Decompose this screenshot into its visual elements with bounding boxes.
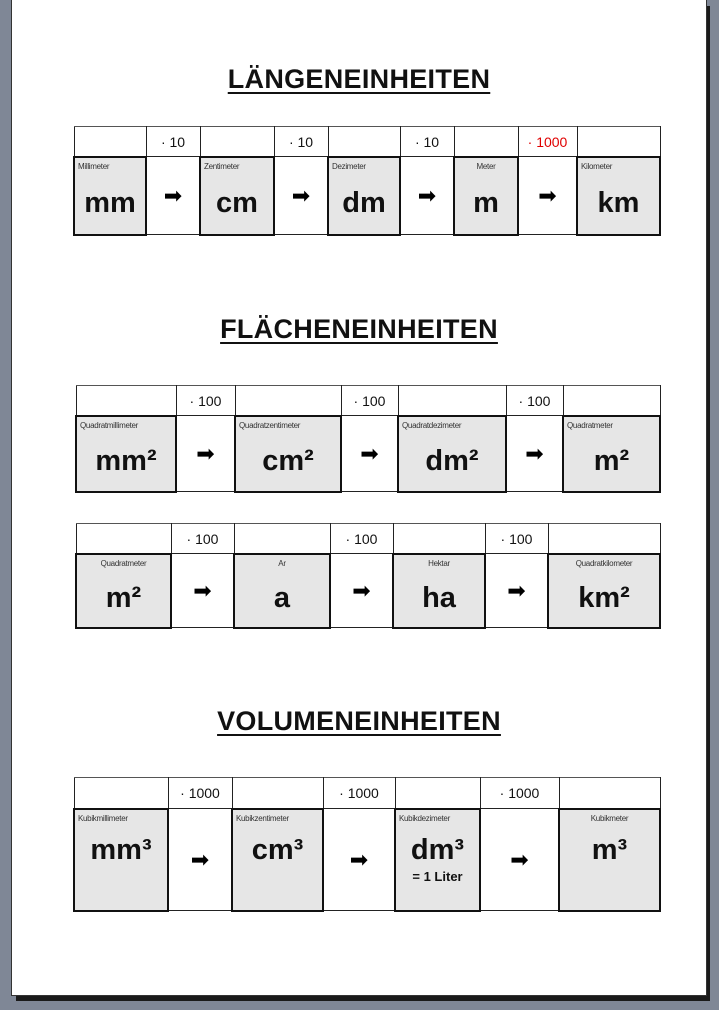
unit-name: Dezimeter	[332, 161, 366, 171]
blank-cell	[76, 524, 171, 554]
blank-cell	[76, 386, 176, 416]
blank-cell	[328, 127, 400, 157]
unit-cell-km	[577, 157, 660, 235]
unit-name: Kubikdezimeter	[399, 813, 450, 823]
blank-cell	[563, 386, 660, 416]
heading-laengeneinheiten: LÄNGENEINHEITEN	[227, 64, 491, 94]
factor-label: · 100	[506, 386, 563, 416]
unit-name: Kubikmeter	[590, 813, 629, 823]
unit-symbol: dm³	[410, 833, 465, 866]
blank-cell	[74, 127, 146, 157]
unit-name: Quadratzentimeter	[239, 420, 301, 430]
blank-cell	[234, 524, 330, 554]
blank-cell	[577, 127, 660, 157]
unit-name: Quadratmeter	[567, 420, 613, 430]
heading-volumeneinheiten: VOLUMENEINHEITEN	[217, 706, 501, 736]
factor-label: · 10	[146, 127, 200, 157]
blank-cell	[398, 386, 506, 416]
unit-cell-mm	[74, 157, 146, 235]
unit-cell-mm2	[76, 416, 176, 492]
unit-cell-cm	[200, 157, 274, 235]
right-arrow-icon: ➡	[518, 157, 577, 235]
unit-symbol: m²	[593, 445, 630, 477]
right-arrow-icon: ➡	[146, 157, 200, 235]
unit-symbol: m	[473, 187, 499, 219]
unit-symbol: dm²	[425, 445, 479, 477]
unit-symbol: cm²	[262, 445, 314, 477]
unit-symbol: m³	[591, 833, 628, 866]
right-arrow-icon: ➡	[341, 416, 398, 492]
unit-cell-m3	[559, 809, 660, 911]
unit-cell-m2	[76, 554, 171, 628]
unit-name: Kilometer	[581, 161, 613, 171]
unit-symbol: km	[597, 187, 640, 219]
unit-name: Kubikzentimeter	[236, 813, 289, 823]
unit-name: Kubikmillimeter	[78, 813, 128, 823]
unit-cell-dm3	[395, 809, 480, 911]
unit-cell-m2	[563, 416, 660, 492]
unit-cell-mm3	[74, 809, 168, 911]
blank-cell	[200, 127, 274, 157]
unit-symbol: cm	[216, 187, 258, 219]
blank-cell	[395, 778, 480, 809]
unit-cell-dm2	[398, 416, 506, 492]
unit-cell-cm3	[232, 809, 323, 911]
unit-name: Ar	[278, 558, 286, 568]
area-conversion-table-1	[75, 385, 661, 493]
factor-label: · 1000	[323, 778, 395, 809]
blank-cell	[232, 778, 323, 809]
unit-name: Millimeter	[78, 161, 110, 171]
factor-label: · 100	[171, 524, 234, 554]
right-arrow-icon: ➡	[274, 157, 328, 235]
unit-symbol: mm²	[95, 445, 157, 477]
unit-symbol: dm	[342, 187, 386, 219]
factor-label: · 100	[341, 386, 398, 416]
area-conversion-table-2	[75, 523, 661, 629]
right-arrow-icon: ➡	[168, 809, 232, 911]
unit-cell-a	[234, 554, 330, 628]
length-conversion-table	[73, 126, 661, 236]
unit-name: Quadratmeter	[100, 558, 147, 568]
unit-symbol: cm³	[251, 833, 304, 866]
unit-name: Meter	[476, 161, 496, 171]
blank-cell	[454, 127, 518, 157]
factor-label: · 1000	[168, 778, 232, 809]
unit-symbol: mm³	[90, 833, 152, 866]
unit-cell-dm	[328, 157, 400, 235]
unit-symbol: m²	[105, 582, 142, 614]
blank-cell	[548, 524, 660, 554]
right-arrow-icon: ➡	[506, 416, 563, 492]
document-page	[12, 0, 706, 995]
unit-cell-ha	[393, 554, 485, 628]
right-arrow-icon: ➡	[171, 554, 234, 628]
unit-cell-cm2	[235, 416, 341, 492]
right-arrow-icon: ➡	[485, 554, 548, 628]
blank-cell	[393, 524, 485, 554]
factor-label: · 1000	[480, 778, 559, 809]
right-arrow-icon: ➡	[400, 157, 454, 235]
factor-label: · 10	[400, 127, 454, 157]
unit-name: Hektar	[428, 558, 450, 568]
blank-cell	[74, 778, 168, 809]
unit-name: Quadratmillimeter	[80, 420, 139, 430]
unit-note: = 1 Liter	[412, 868, 463, 884]
unit-cell-km2	[548, 554, 660, 628]
right-arrow-icon: ➡	[323, 809, 395, 911]
right-arrow-icon: ➡	[480, 809, 559, 911]
volume-conversion-table	[73, 777, 661, 912]
blank-cell	[235, 386, 341, 416]
unit-symbol: mm	[84, 187, 136, 219]
unit-symbol: a	[273, 582, 291, 614]
unit-name: Zentimeter	[204, 161, 240, 171]
unit-cell-m	[454, 157, 518, 235]
right-arrow-icon: ➡	[176, 416, 235, 492]
factor-label: · 10	[274, 127, 328, 157]
unit-symbol: ha	[422, 582, 456, 614]
heading-flaecheneinheiten: FLÄCHENEINHEITEN	[220, 314, 498, 344]
right-arrow-icon: ➡	[330, 554, 393, 628]
unit-symbol: km²	[578, 582, 630, 614]
unit-name: Quadratkilometer	[575, 558, 633, 568]
blank-cell	[559, 778, 660, 809]
unit-name: Quadratdezimeter	[402, 420, 462, 430]
factor-label: · 100	[485, 524, 548, 554]
factor-label-highlight: · 1000	[518, 127, 577, 157]
factor-label: · 100	[330, 524, 393, 554]
factor-label: · 100	[176, 386, 235, 416]
